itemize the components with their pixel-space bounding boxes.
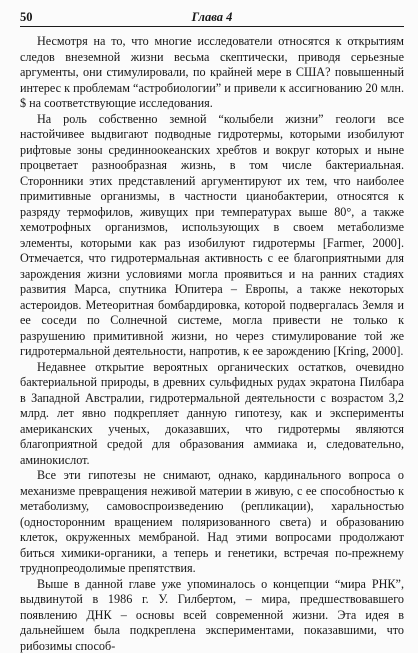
- paragraph-2: На роль собственно земной “колыбели жизни” геологи все настойчивее выдвигают подводные гидротермы, которыми изобилуют рифтовые зоны срединноокеанских хребтов и вокруг которых и ныне процветает разнообразная жизнь, в том числе бактериальная. Сторонники этих представлений аргументируют их тем, что наиболее примитивные организмы, в частности цианобактерии, относятся к разряду термофилов, живущих при температурах выше 80°, а также хемотрофных организмов, использующих в своем метаболизме элементы, которыми как раз изобилуют гидротермы [Farmer, 2000]. Отмечается, что гидротермальная активность с ее благоприятными для зарождения жизни условиями могла проявиться и на ранних стадиях развития Марса, спутника Юпитера – Европы, а также некоторых астероидов. Метеоритная бомбардировка, которой подвергалась Земля и ее соседи по Солнечной системе, могла привести не только к разрушению примитивной жизни, но через стимулирование той же гидротермальной деятельности, напротив, к ее зарождению [Kring, 2000].: [20, 112, 404, 360]
- page-number: 50: [20, 9, 33, 25]
- chapter-title: Глава 4: [20, 9, 404, 25]
- body-text: [20, 34, 404, 654]
- paragraph-1: Несмотря на то, что многие исследователи относятся к открытиям следов внеземной жизни весьма скептически, приводя серьезные аргументы, они стимулировали, по крайней мере в США? повышенный интерес к проблемам “астробиологии” и привели к ассигнованию 20 млн. $ на соответствующие исследования.: [20, 34, 404, 112]
- paragraph-5: Выше в данной главе уже упоминалось о концепции “мира РНК”, выдвинутой в 1986 г. У. Гилбертом, – мира, предшествовавшего появлению ДНК – основы всей современной жизни. Эта идея в дальнейшем была подкреплена экспериментами, показавшими, что рибозимы способ-: [20, 577, 404, 654]
- paragraph-3: Недавнее открытие вероятных органических остатков, очевидно бактериальной природы, в древних сульфидных рудах экратона Пилбара в Западной Австралии, гидротермальной деятельности с возрастом 3,2 млрд. лет явно подкрепляет данную гипотезу, как и эксперименты американских ученых, доказавших, что гидротермы являются благоприятной средой для образования аммиака и, следовательно, аминокислот.: [20, 360, 404, 469]
- paragraph-4: Все эти гипотезы не снимают, однако, кардинального вопроса о механизме превращения неживой материи в живую, с ее способностью к метаболизму, самовоспроизведению (репликации), харальностью (односторонним вращением поляризованного света) и образованию клеток, окруженных мембраной. Над этими вопросами продолжают биться химики-органики, а теперь и генетики, встречая по-прежнему труднопреодолимые препятствия.: [20, 468, 404, 577]
- running-header: [20, 8, 404, 27]
